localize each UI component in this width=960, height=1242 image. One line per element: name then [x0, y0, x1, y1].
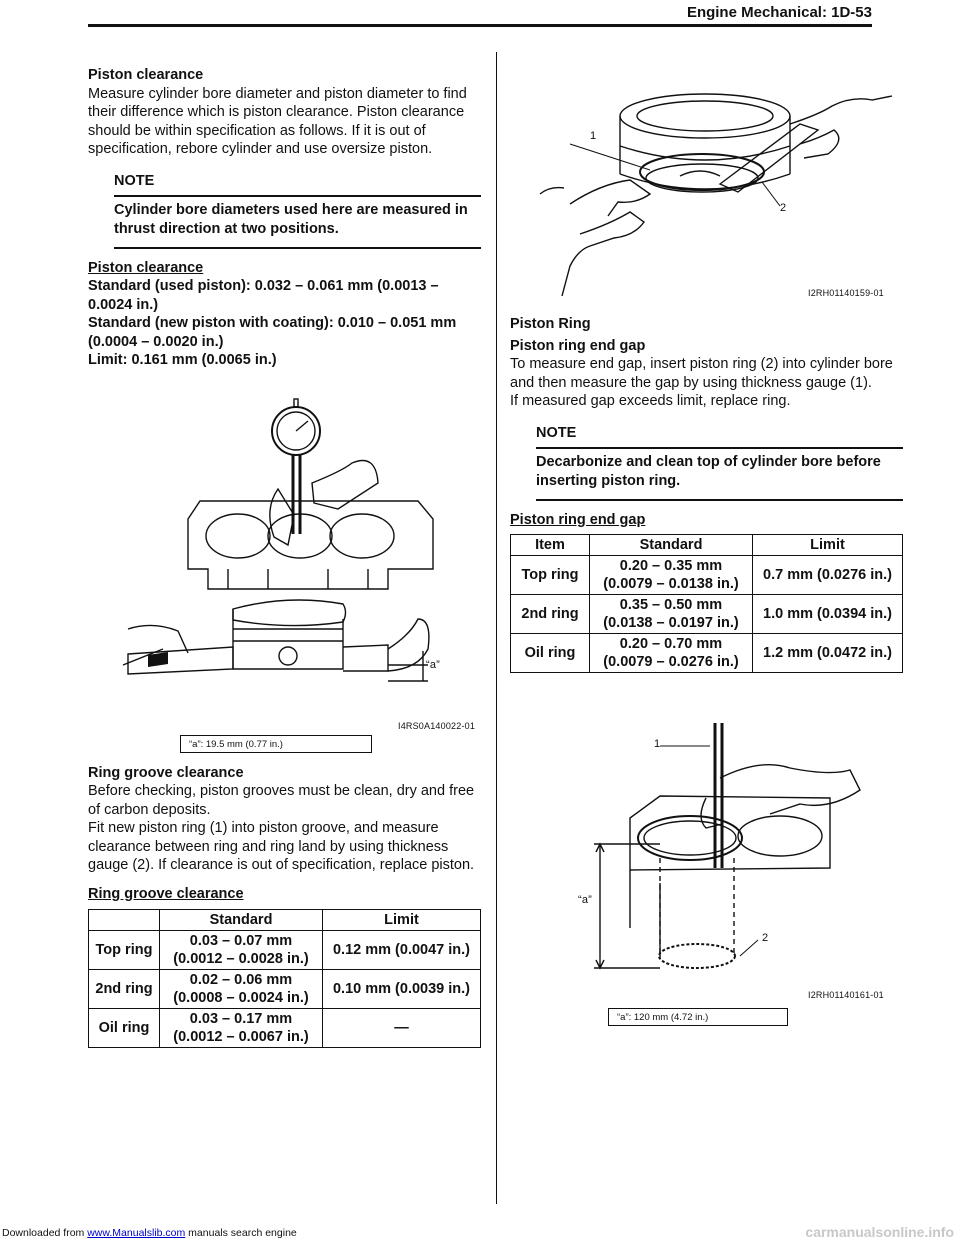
end-gap-table	[510, 534, 903, 673]
standard-mm: 0.02 – 0.06 mm	[189, 972, 293, 988]
ring-groove-table-title: Ring groove clearance	[88, 885, 244, 902]
piston-ring-heading: Piston Ring	[510, 316, 591, 332]
table-cell-limit: 0.10 mm (0.0039 in.)	[323, 970, 481, 1009]
piston-clearance-body: Measure cylinder bore diameter and piston diameter to find their difference which is piston clearance. Piston clearance should be within specification as follows. If it is out of specification, rebore cylinder and use oversize piston.	[88, 85, 467, 157]
callout-2: 2	[780, 202, 787, 214]
standard-mm: 0.20 – 0.70 mm	[619, 636, 723, 652]
table-row	[89, 1009, 481, 1048]
table-cell-standard	[590, 634, 753, 673]
end-gap-body-1: To measure end gap, insert piston ring (2) into cylinder bore and then measure the gap by using thickness gauge (1).	[510, 356, 893, 391]
page-header-title: Engine Mechanical: 1D-53	[686, 4, 872, 21]
table-cell-standard	[590, 595, 753, 634]
watermark: carmanualsonline.info	[805, 1224, 954, 1240]
table-cell-limit: 1.0 mm (0.0394 in.)	[753, 595, 903, 634]
end-gap-table-title: Piston ring end gap	[510, 511, 646, 528]
spec-line-standard-used: Standard (used piston): 0.032 – 0.061 mm (0.0013 – 0.0024 in.)	[88, 278, 439, 313]
ring-groove-illustration	[510, 84, 903, 306]
callout-1: 1	[590, 130, 597, 142]
ring-groove-heading: Ring groove clearance	[88, 764, 244, 781]
callout-2: 2	[762, 932, 769, 944]
table-cell-limit: 0.7 mm (0.0276 in.)	[753, 556, 903, 595]
standard-in: (0.0012 – 0.0028 in.)	[173, 951, 309, 967]
standard-in: (0.0079 – 0.0138 in.)	[603, 576, 739, 592]
standard-in: (0.0138 – 0.0197 in.)	[603, 615, 739, 631]
figure-code: I4RS0A140022-01	[398, 720, 476, 731]
figure-code: I2RH01140161-01	[808, 990, 884, 1000]
standard-in: (0.0079 – 0.0276 in.)	[603, 654, 739, 670]
table-cell-standard	[160, 970, 323, 1009]
table-header-item: Item	[511, 535, 590, 556]
standard-in: (0.0008 – 0.0024 in.)	[173, 990, 309, 1006]
end-gap-illustration	[510, 718, 903, 1028]
spec-line-standard-new: Standard (new piston with coating): 0.010 – 0.051 mm (0.0004 – 0.0020 in.)	[88, 315, 457, 350]
header-rule	[88, 24, 872, 27]
note-label: NOTE	[536, 424, 577, 441]
note-text: Decarbonize and clean top of cylinder bore before inserting piston ring.	[536, 447, 903, 501]
footer-suffix: manuals search engine	[185, 1227, 297, 1239]
column-divider	[496, 52, 497, 1204]
table-cell-item: Oil ring	[89, 1009, 160, 1048]
table-header-row	[511, 535, 903, 556]
dimension-label-a: “a”	[578, 894, 593, 906]
figure-end-gap	[510, 718, 903, 1028]
figure-ring-groove	[510, 84, 903, 306]
manualslib-link[interactable]: www.Manualslib.com	[87, 1227, 186, 1239]
spec-line-limit: Limit: 0.161 mm (0.0065 in.)	[88, 352, 277, 368]
ring-groove-table	[88, 909, 481, 1048]
table-cell-item: Oil ring	[511, 634, 590, 673]
table-row	[511, 634, 903, 673]
figure-piston-clearance	[88, 379, 481, 754]
table-row	[511, 556, 903, 595]
table-header-row	[89, 910, 481, 931]
note-block-1	[114, 169, 481, 249]
piston-clearance-heading: Piston clearance	[88, 67, 204, 83]
table-cell-item: Top ring	[511, 556, 590, 595]
table-cell-item: 2nd ring	[89, 970, 160, 1009]
note-block-2	[536, 421, 903, 501]
piston-clearance-illustration	[88, 379, 481, 754]
standard-in: (0.0012 – 0.0067 in.)	[173, 1029, 309, 1045]
table-header-limit: Limit	[753, 535, 903, 556]
note-text: Cylinder bore diameters used here are measured in thrust direction at two positions.	[114, 195, 481, 249]
ring-groove-body-2: Fit new piston ring (1) into piston groove, and measure clearance between ring and ring land by using thickness gauge (2). If clearance is out of specification, replace piston.	[88, 820, 475, 873]
standard-mm: 0.20 – 0.35 mm	[619, 558, 723, 574]
right-column	[510, 315, 903, 673]
end-gap-body-2: If measured gap exceeds limit, replace ring.	[510, 393, 791, 409]
table-header-standard: Standard	[590, 535, 753, 556]
table-cell-standard	[160, 931, 323, 970]
standard-mm: 0.03 – 0.17 mm	[189, 1011, 293, 1027]
note-label: NOTE	[114, 172, 155, 189]
table-header-item	[89, 910, 160, 931]
table-cell-standard	[160, 1009, 323, 1048]
figure-caption: “a”: 19.5 mm (0.77 in.)	[180, 735, 372, 753]
figure-code: I2RH01140159-01	[808, 288, 884, 298]
table-row	[511, 595, 903, 634]
left-column	[88, 66, 481, 1048]
callout-1: 1	[654, 738, 661, 750]
table-cell-item: Top ring	[89, 931, 160, 970]
end-gap-heading: Piston ring end gap	[510, 337, 646, 354]
table-cell-limit: —	[323, 1009, 481, 1048]
table-cell-limit: 0.12 mm (0.0047 in.)	[323, 931, 481, 970]
figure-caption: “a”: 120 mm (4.72 in.)	[608, 1008, 788, 1026]
spec-heading: Piston clearance	[88, 259, 204, 276]
download-footer	[2, 1227, 297, 1239]
table-row	[89, 931, 481, 970]
dimension-label-a: “a”	[426, 658, 441, 671]
table-cell-limit: 1.2 mm (0.0472 in.)	[753, 634, 903, 673]
standard-mm: 0.35 – 0.50 mm	[619, 597, 723, 613]
table-header-standard: Standard	[160, 910, 323, 931]
ring-groove-body-1: Before checking, piston grooves must be clean, dry and free of carbon deposits.	[88, 783, 475, 818]
table-row	[89, 970, 481, 1009]
standard-mm: 0.03 – 0.07 mm	[189, 933, 293, 949]
table-cell-standard	[590, 556, 753, 595]
footer-prefix: Downloaded from	[2, 1227, 88, 1239]
table-cell-item: 2nd ring	[511, 595, 590, 634]
table-header-limit: Limit	[323, 910, 481, 931]
